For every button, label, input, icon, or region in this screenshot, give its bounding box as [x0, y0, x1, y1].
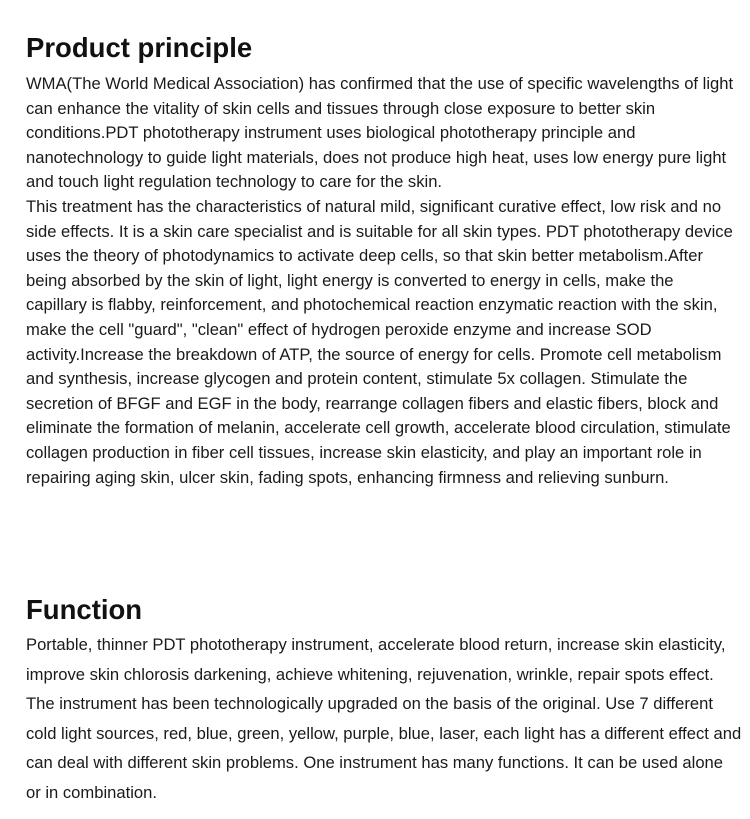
product-principle-heading: Product principle	[26, 32, 253, 63]
function-paragraph: Portable, thinner PDT phototherapy instrument, accelerate blood return, increase skin elasticity, improve skin chlorosis darkening, achieve whitening, rejuvenation, wrinkle, repair spots effect. The instrument has been technologically upgraded on the basis of the original. Use 7 different cold light sources, red, blue, green, yellow, purple, blue, laser, each light has a different effect and can deal with different skin problems. One instrument has many functions. It can be used alone or in combination.	[26, 635, 742, 802]
function-body	[26, 630, 742, 808]
function-heading: Function	[26, 594, 143, 625]
product-principle-body	[26, 72, 738, 490]
principle-paragraph: WMA(The World Medical Association) has confirmed that the use of specific wavelengths of light can enhance the vitality of skin cells and tissues through close exposure to better skin conditions.PDT phototherapy instrument uses biological phototherapy principle and nanotechnology to guide light materials, does not produce high heat, uses low energy pure light and touch light regulation technology to care for the skin.	[26, 74, 734, 192]
principle-paragraph: This treatment has the characteristics of natural mild, significant curative effect, low risk and no side effects. It is a skin care specialist and is suitable for all skin types. PDT phototherapy device uses the theory of photodynamics to activate deep cells, so that skin better metabolism.After being absorbed by the skin of light, light energy is converted to energy in cells, make the capillary is flabby, reinforcement, and photochemical reaction enzymatic reaction with the skin, make the cell "guard", "clean" effect of hydrogen peroxide enzyme and increase SOD activity.Increase the breakdown of ATP, the source of energy for cells. Promote cell metabolism and synthesis, increase glycogen and protein content, stimulate 5x collagen. Stimulate the secretion of BFGF and EGF in the body, rearrange collagen fibers and elastic fibers, block and eliminate the formation of melanin, accelerate cell growth, accelerate blood circulation, stimulate collagen production in fiber cell tissues, increase skin elasticity, and play an important role in repairing aging skin, ulcer skin, fading spots, enhancing firmness and relieving sunburn.	[26, 196, 733, 487]
